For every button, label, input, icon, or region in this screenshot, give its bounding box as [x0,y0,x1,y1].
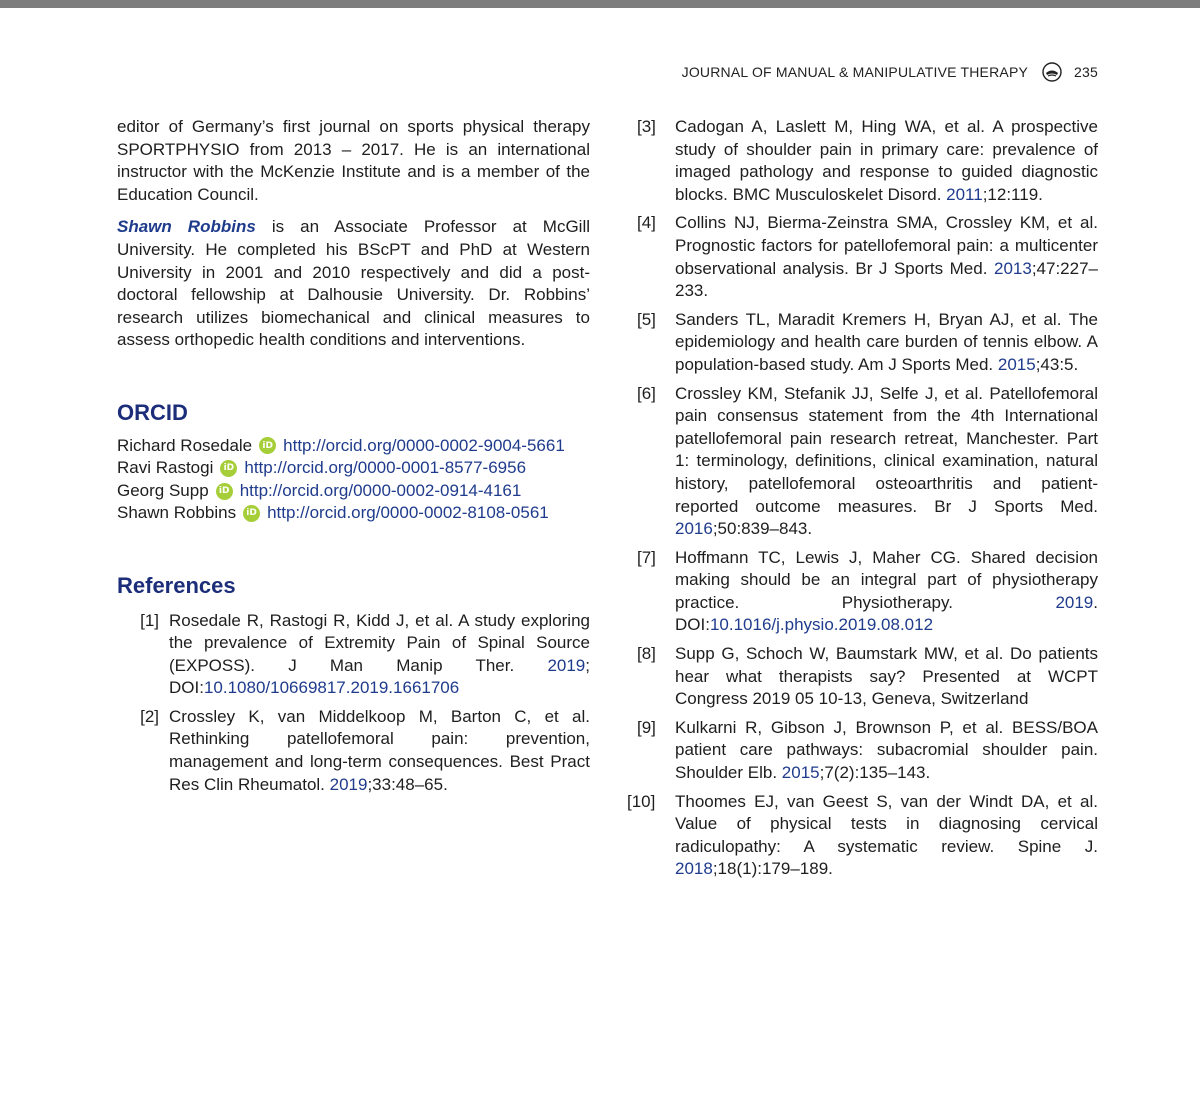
orcid-link[interactable]: http://orcid.org/0000-0002-0914-4161 [239,480,522,500]
reference-year-link[interactable]: 2019 [329,774,368,794]
reference-item [637,643,1098,711]
reference-citation: ;7(2):135–143. [819,763,931,783]
references-left [117,610,590,797]
reference-body: Hoffmann TC, Lewis J, Maher CG. Shared decision making should be an integral part of physiotherapy practice. Physiotherapy. [675,547,1098,612]
reference-text [675,643,1098,711]
reference-item [637,309,1098,377]
bio-text: is an Associate Professor at McGill University. He completed his BScPT and PhD at Western University in 2001 and 2010 respectively and did a post-doctoral fellowship at Dalhousie University. Dr. Robbins’ research utilizes biomechanical and clinical measures to assess orthopedic health conditions and interventions. [117,217,590,350]
reference-number: [4] [637,213,656,233]
reference-text [675,116,1098,206]
reference-body: Thoomes EJ, van Geest S, van der Windt DA, et al. Value of physical tests in diagnosing cervical radiculopathy: A systematic review. Spine J. [675,791,1098,856]
reference-number: [9] [637,717,656,737]
reference-body: Cadogan A, Laslett M, Hing WA, et al. A prospective study of shoulder pain in primary care: prevalence of imaged pathology and response to guided diagnostic blocks. BMC Musculoskelet Disord. [675,117,1098,204]
reference-body: Rosedale R, Rastogi R, Kidd J, et al. A study exploring the prevalence of Extremity Pain of Spinal Source (EXPOSS). J Man Manip Ther. [169,610,590,675]
orcid-link[interactable]: http://orcid.org/0000-0002-9004-5661 [283,435,565,455]
reference-number: [1] [140,610,159,630]
reference-body: Kulkarni R, Gibson J, Brownson P, et al. BESS/BOA patient care pathways: subacromial shoulder pain. Shoulder Elb. [675,717,1098,783]
reference-number: [5] [637,309,656,329]
orcid-author-name: Richard Rosedale [117,435,253,455]
reference-number: [2] [140,706,159,726]
reference-item [637,717,1098,785]
reference-item [117,706,590,796]
reference-year-link[interactable]: 2011 [946,184,983,204]
running-head [682,62,1098,82]
references-right [627,116,1098,881]
reference-year-link[interactable]: 2019 [547,655,586,675]
reference-doi-link[interactable]: 10.1080/10669817.2019.1661706 [203,678,460,698]
reference-year-link[interactable]: 2018 [675,859,713,879]
bio-paragraph-1: editor of Germany’s first journal on sports physical therapy SPORTPHYSIO from 2013 – 2017. He is an international instructor with the McKenzie Institute and is a member of the Education Council. [117,117,590,204]
orcid-id-icon: iD [220,460,237,477]
bio-name: Shawn Robbins [117,217,256,237]
reference-doi-link[interactable]: 10.1016/j.physio.2019.08.012 [709,615,934,635]
reference-text [675,309,1098,377]
orcid-link[interactable]: http://orcid.org/0000-0001-8577-6956 [244,458,527,478]
reference-citation: ;43:5. [1035,354,1079,374]
orcid-author-name: Shawn Robbins [117,503,237,523]
orcid-author-name: Georg Supp [117,480,209,500]
reference-body: Crossley KM, Stefanik JJ, Selfe J, et al. Patellofemoral pain consensus statement from the 4th International patellofemoral pain research retreat, Manchester. Part 1: terminology, definitions, clinical examination, natural history, patellofemoral osteoarthritis and patient-reported outcome measures. Br J Sports Med. [675,383,1098,516]
reference-citation: ;18(1):179–189. [712,859,833,879]
reference-year-link[interactable]: 2019 [1055,592,1094,612]
reference-citation: ;33:48–65. [367,774,448,794]
reference-text [675,791,1098,881]
reference-number: [3] [637,117,656,136]
orcid-entry [117,435,590,458]
orcid-author-name: Ravi Rastogi [117,458,214,478]
orcid-heading: ORCID [117,399,188,425]
reference-body: Supp G, Schoch W, Baumstark MW, et al. Do patients hear what therapists say? Presented at WCPT Congress 2019 05 10-13, Geneva, Switzerland [675,644,1098,709]
orcid-list [117,435,590,525]
reference-number: [10] [627,791,656,811]
left-column [117,116,590,802]
reference-citation: ;50:839–843. [712,519,813,539]
orcid-id-icon: iD [216,483,233,500]
reference-body: Sanders TL, Maradit Kremers H, Bryan AJ, et al. The epidemiology and health care burden of tennis elbow. A population-based study. Am J Sports Med. [675,309,1098,374]
reference-text [675,547,1098,637]
orcid-id-icon: iD [259,437,276,454]
reference-year-link[interactable]: 2015 [781,763,820,783]
right-column [627,116,1098,887]
orcid-entry [117,480,590,503]
reference-year-link[interactable]: 2015 [997,354,1036,374]
reference-year-link[interactable]: 2013 [993,258,1032,278]
reference-item [637,547,1098,637]
reference-number: [8] [637,644,656,664]
reference-item [637,212,1098,302]
reference-text [169,610,590,700]
bio-paragraph-2 [117,216,590,352]
reference-item [637,383,1098,541]
reference-text [675,717,1098,785]
reference-citation: ; DOI: [169,655,590,698]
reference-text [169,706,590,796]
orcid-id-icon: iD [243,505,260,522]
reference-citation: ;12:119. [982,184,1043,204]
reference-item [637,116,1098,206]
journal-logo-icon [1042,62,1062,82]
reference-citation: . DOI: [675,592,1098,635]
top-bar [0,0,1200,8]
reference-number: [7] [637,547,656,567]
journal-title: JOURNAL OF MANUAL & MANIPULATIVE THERAPY [681,64,1029,80]
reference-year-link[interactable]: 2016 [675,519,713,539]
reference-number: [6] [637,383,656,403]
page-number: 235 [1074,64,1098,80]
reference-text [675,383,1098,541]
reference-text [675,212,1098,302]
orcid-link[interactable]: http://orcid.org/0000-0002-8108-0561 [267,503,549,523]
reference-body: Crossley K, van Middelkoop M, Barton C, et al. Rethinking patellofemoral pain: prevention, management and long-term consequences. Best Pract Res Clin Rheumatol. [169,706,590,794]
references-heading: References [117,572,236,598]
orcid-entry [117,502,590,525]
reference-item [627,791,1098,881]
reference-body: Collins NJ, Bierma-Zeinstra SMA, Crossley KM, et al. Prognostic factors for patellofemoral pain: a multicenter observational analysis. Br J Sports Med. [675,213,1098,278]
reference-citation: ;47:227–233. [675,258,1098,301]
reference-item [117,610,590,700]
orcid-entry [117,457,590,480]
